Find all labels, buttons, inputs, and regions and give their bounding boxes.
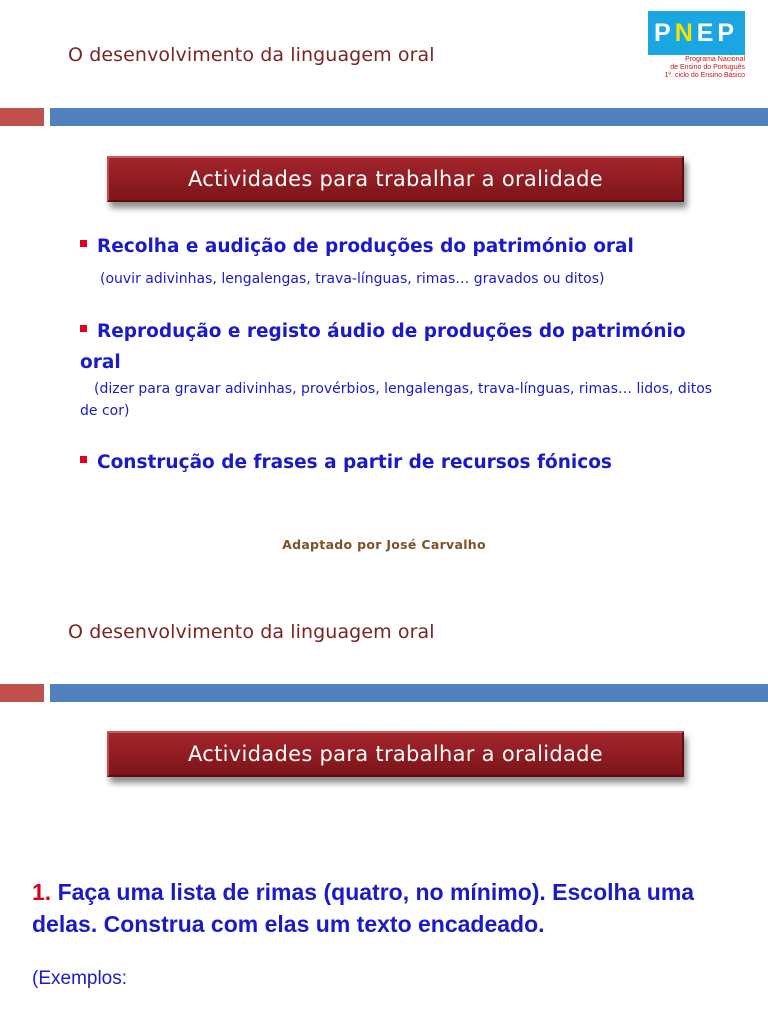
divider-red-segment	[0, 108, 44, 126]
square-bullet-icon	[80, 240, 87, 247]
activities-banner: Actividades para trabalhar a oralidade	[107, 731, 684, 777]
bullet-note: (ouvir adivinhas, lengalengas, trava-línguas, rimas… gravados ou ditos)	[100, 271, 605, 287]
credit-line: Adaptado por José Carvalho	[282, 537, 486, 552]
logo-line-2: de Ensino do Português	[670, 64, 745, 71]
pnep-logo	[648, 11, 745, 81]
slide-title: O desenvolvimento da linguagem oral	[68, 621, 435, 643]
bullet-text: Construção de frases a partir de recursos fónicos	[97, 452, 612, 473]
logo-line-1: Programa Nacional	[685, 56, 745, 63]
examples-label: (Exemplos:	[32, 968, 128, 989]
bullet-item	[80, 316, 720, 378]
logo-letter-n: N	[674, 19, 697, 47]
task-instruction	[32, 876, 732, 940]
task-number: 1.	[32, 879, 52, 905]
logo-letter-p: P	[654, 19, 675, 47]
bullet-note: (dizer para gravar adivinhas, provérbios, lengalengas, trava-línguas, rimas… lidos, ditos de cor)	[80, 381, 713, 419]
slide-2	[0, 578, 768, 1024]
divider-red-segment	[0, 684, 44, 702]
bullet-item	[80, 231, 720, 262]
logo-letters-ep: EP	[696, 19, 739, 47]
activities-banner: Actividades para trabalhar a oralidade	[107, 156, 684, 202]
square-bullet-icon	[80, 325, 87, 332]
task-text: Faça uma lista de rimas (quatro, no mínimo). Escolha uma delas. Construa com elas um texto encadeado.	[32, 879, 695, 937]
bullet-text: Recolha e audição de produções do património oral	[97, 236, 634, 257]
bullet-text: Reprodução e registo áudio de produções do património oral	[80, 321, 686, 373]
divider-blue-segment	[50, 108, 768, 126]
divider-blue-segment	[50, 684, 768, 702]
slide-title: O desenvolvimento da linguagem oral	[68, 44, 435, 66]
header-divider-bar	[0, 108, 768, 126]
logo-caption	[648, 56, 745, 80]
bullet-item	[80, 447, 720, 478]
square-bullet-icon	[80, 456, 87, 463]
header-divider-bar	[0, 684, 768, 702]
logo-line-3: 1º. ciclo do Ensino Básico	[664, 72, 745, 79]
logo-letters	[648, 11, 745, 55]
